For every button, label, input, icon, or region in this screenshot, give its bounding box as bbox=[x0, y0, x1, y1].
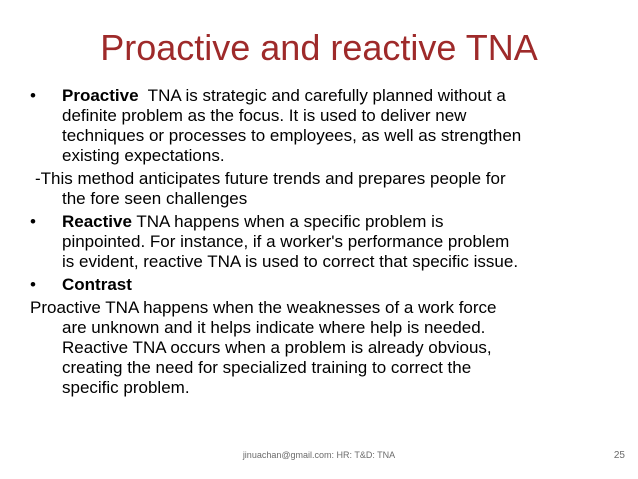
bullet-marker: • bbox=[30, 275, 36, 294]
proactive-line-4: existing expectations. bbox=[62, 146, 225, 165]
bullet-contrast bbox=[30, 275, 630, 295]
contrast-text-line-5: specific problem. bbox=[62, 378, 190, 397]
proactive-line-1-text: TNA is strategic and carefully planned without a bbox=[138, 86, 506, 105]
method-note-line-1: -This method anticipates future trends and prepares people for bbox=[35, 169, 506, 188]
reactive-term: Reactive bbox=[62, 212, 132, 231]
proactive-line-1 bbox=[62, 86, 630, 106]
reactive-line-1-text: TNA happens when a specific problem is bbox=[131, 212, 444, 231]
bullet-marker: • bbox=[30, 86, 36, 105]
proactive-line-3: techniques or processes to employees, as well as strengthen bbox=[62, 126, 522, 145]
contrast-paragraph bbox=[30, 298, 630, 398]
reactive-line-3: is evident, reactive TNA is used to correct that specific issue. bbox=[62, 252, 519, 271]
contrast-text-line-1: Proactive TNA happens when the weaknesses of a work force bbox=[30, 298, 497, 317]
footer-text: jinuachan@gmail.com: HR: T&D: TNA bbox=[242, 450, 396, 460]
contrast-text-line-4: creating the need for specialized training to correct the bbox=[62, 358, 472, 377]
slide-body bbox=[30, 86, 630, 398]
proactive-term: Proactive bbox=[62, 86, 139, 105]
bullet-proactive bbox=[30, 86, 630, 166]
contrast-text-line-2: are unknown and it helps indicate where help is needed. bbox=[62, 318, 486, 337]
contrast-text-line-3: Reactive TNA occurs when a problem is already obvious, bbox=[62, 338, 492, 357]
contrast-line-1 bbox=[62, 275, 630, 295]
reactive-line-1 bbox=[62, 212, 630, 232]
method-note-line-2: the fore seen challenges bbox=[62, 189, 248, 208]
slide-title: Proactive and reactive TNA bbox=[100, 27, 538, 68]
bullet-marker: • bbox=[30, 212, 36, 231]
contrast-term: Contrast bbox=[62, 275, 132, 294]
page-number: 25 bbox=[613, 450, 625, 461]
reactive-line-2: pinpointed. For instance, if a worker's performance problem bbox=[62, 232, 510, 251]
method-note bbox=[30, 169, 630, 209]
bullet-reactive bbox=[30, 212, 630, 272]
proactive-line-2: definite problem as the focus. It is used to deliver new bbox=[62, 106, 467, 125]
